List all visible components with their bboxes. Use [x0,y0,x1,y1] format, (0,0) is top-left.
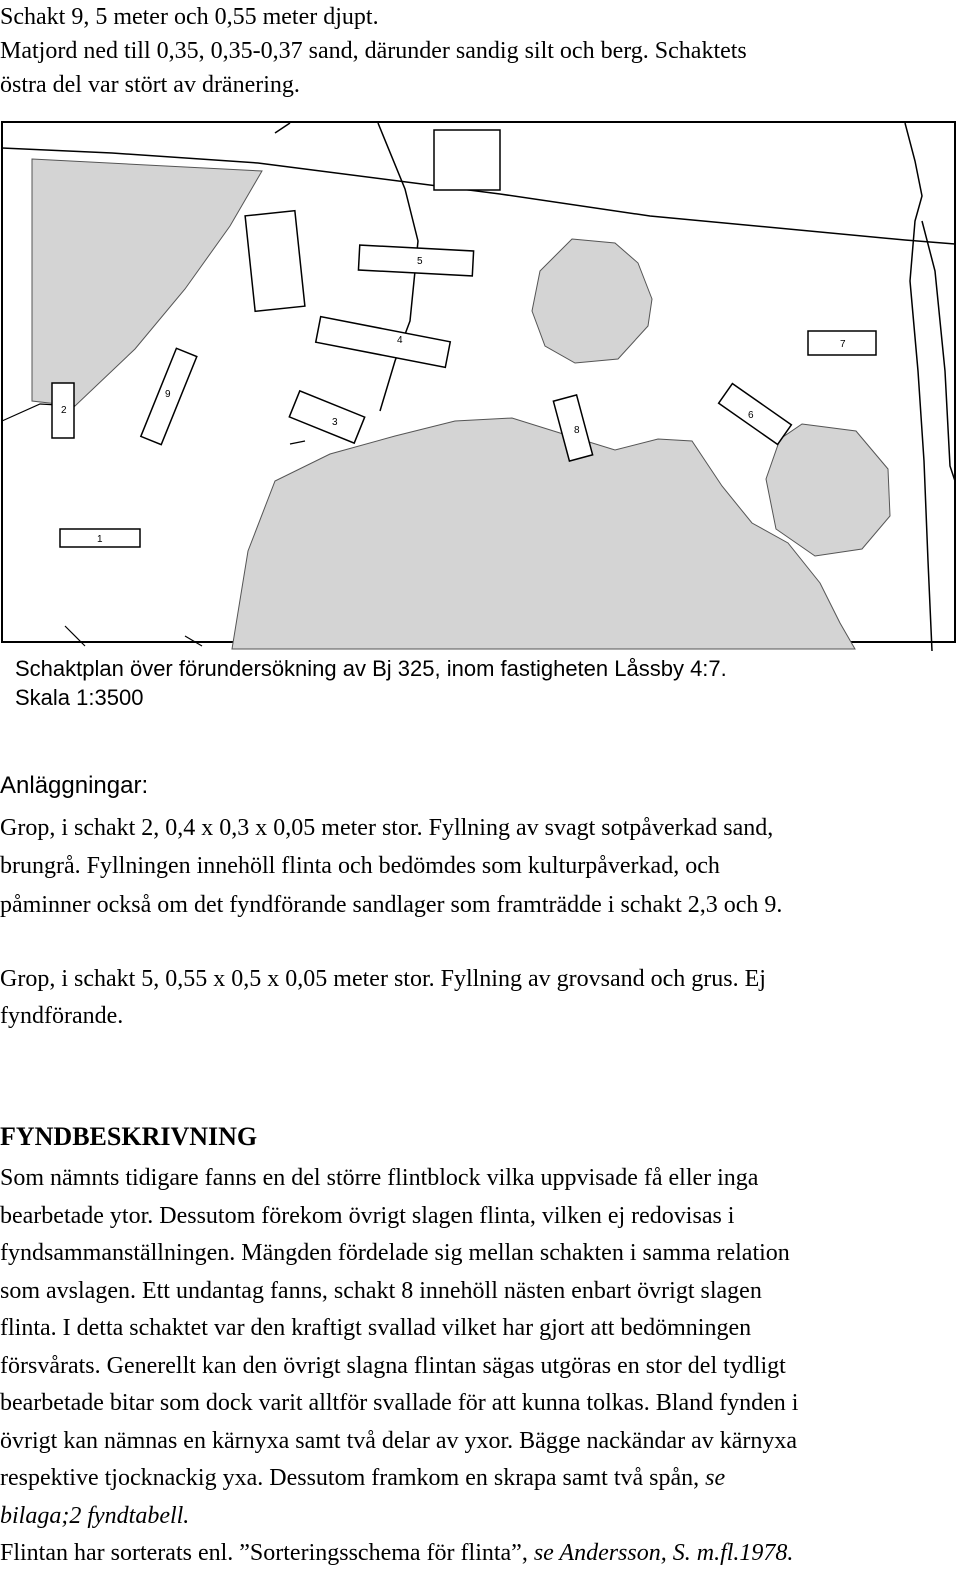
trench-label-4: 4 [397,335,403,346]
trench-label-8: 8 [574,425,580,436]
features-p1-line-3: påminner också om det fyndförande sandlager som framträdde i schakt 2,3 och 9. [0,892,783,918]
finds-line-8: övrigt kan nämnas en kärnyxa samt två delar av yxor. Bägge nackändar av kärnyxa [0,1428,798,1454]
trench-label-7: 7 [840,339,846,350]
trench-label-9: 9 [165,389,171,400]
features-p1-line-2: brungrå. Fyllningen innehöll flinta och bedömdes som kulturpåverkad, och [0,853,720,879]
intro-line-2: Matjord ned till 0,35, 0,35-0,37 sand, därunder sandig silt och berg. Schaktets [0,38,747,64]
finds-line-3: fyndsammanställningen. Mängden fördelade sig mellan schakten i samma relation [0,1240,790,1266]
finds-line-9 [0,1463,725,1493]
finds-appendix-reference: bilaga;2 fyndtabell. [0,1503,190,1529]
finds-line-9-text: respektive tjocknackig yxa. Dessutom framkom en skrapa samt två spån, [0,1465,706,1491]
finds-line-11-text: Flintan har sorterats enl. ”Sorteringsschema för flinta”, [0,1540,534,1566]
finds-line-6: försvårats. Generellt kan den övrigt slagna flintan sägas utgöras en stor del tydligt [0,1353,786,1379]
finds-line-7: bearbetade bitar som dock varit alltför svallade för att kunna tolkas. Bland fynden i [0,1390,799,1416]
finds-line-11 [0,1538,793,1568]
finds-heading: FYNDBESKRIVNING [0,1122,258,1151]
trench-label-3: 3 [332,417,338,428]
finds-line-5: flinta. I detta schaktet var den kraftigt svallad vilket har gjort att bedömningen [0,1315,752,1341]
finds-line-1: Som nämnts tidigare fanns en del större flintblock vilka uppvisade få eller inga [0,1165,759,1191]
map-caption-line-1: Schaktplan över förundersökning av Bj 325, inom fastigheten Låssby 4:7. [15,656,727,681]
intro-line-1: Schakt 9, 5 meter och 0,55 meter djupt. [0,4,379,30]
finds-literature-reference: se Andersson, S. m.fl.1978. [533,1540,794,1566]
finds-line-10 [0,1501,189,1531]
features-p1-line-1: Grop, i schakt 2, 0,4 x 0,3 x 0,05 meter stor. Fyllning av svagt sotpåverkad sand, [0,815,774,841]
trench-label-1: 1 [97,534,103,545]
trench-unlabeled [434,130,500,190]
features-p2-line-2: fyndförande. [0,1003,124,1029]
intro-line-3: östra del var stört av dränering. [0,72,300,98]
trench-label-5: 5 [417,256,423,267]
finds-line-9-reference: se [705,1465,726,1491]
trench-label-2: 2 [61,405,67,416]
features-heading: Anläggningar: [0,772,149,799]
finds-line-4: som avslagen. Ett undantag fanns, schakt 8 innehöll nästen enbart övrigt slagen [0,1278,762,1304]
features-p2-line-1: Grop, i schakt 5, 0,55 x 0,5 x 0,05 meter stor. Fyllning av grovsand och grus. Ej [0,966,766,992]
trench-label-6: 6 [748,410,754,421]
map-caption-scale: Skala 1:3500 [15,685,144,710]
trench-plan-map [0,121,960,651]
finds-line-2: bearbetade ytor. Dessutom förekom övrigt slagen flinta, vilken ej redovisas i [0,1203,735,1229]
trench-unlabeled [245,211,305,312]
